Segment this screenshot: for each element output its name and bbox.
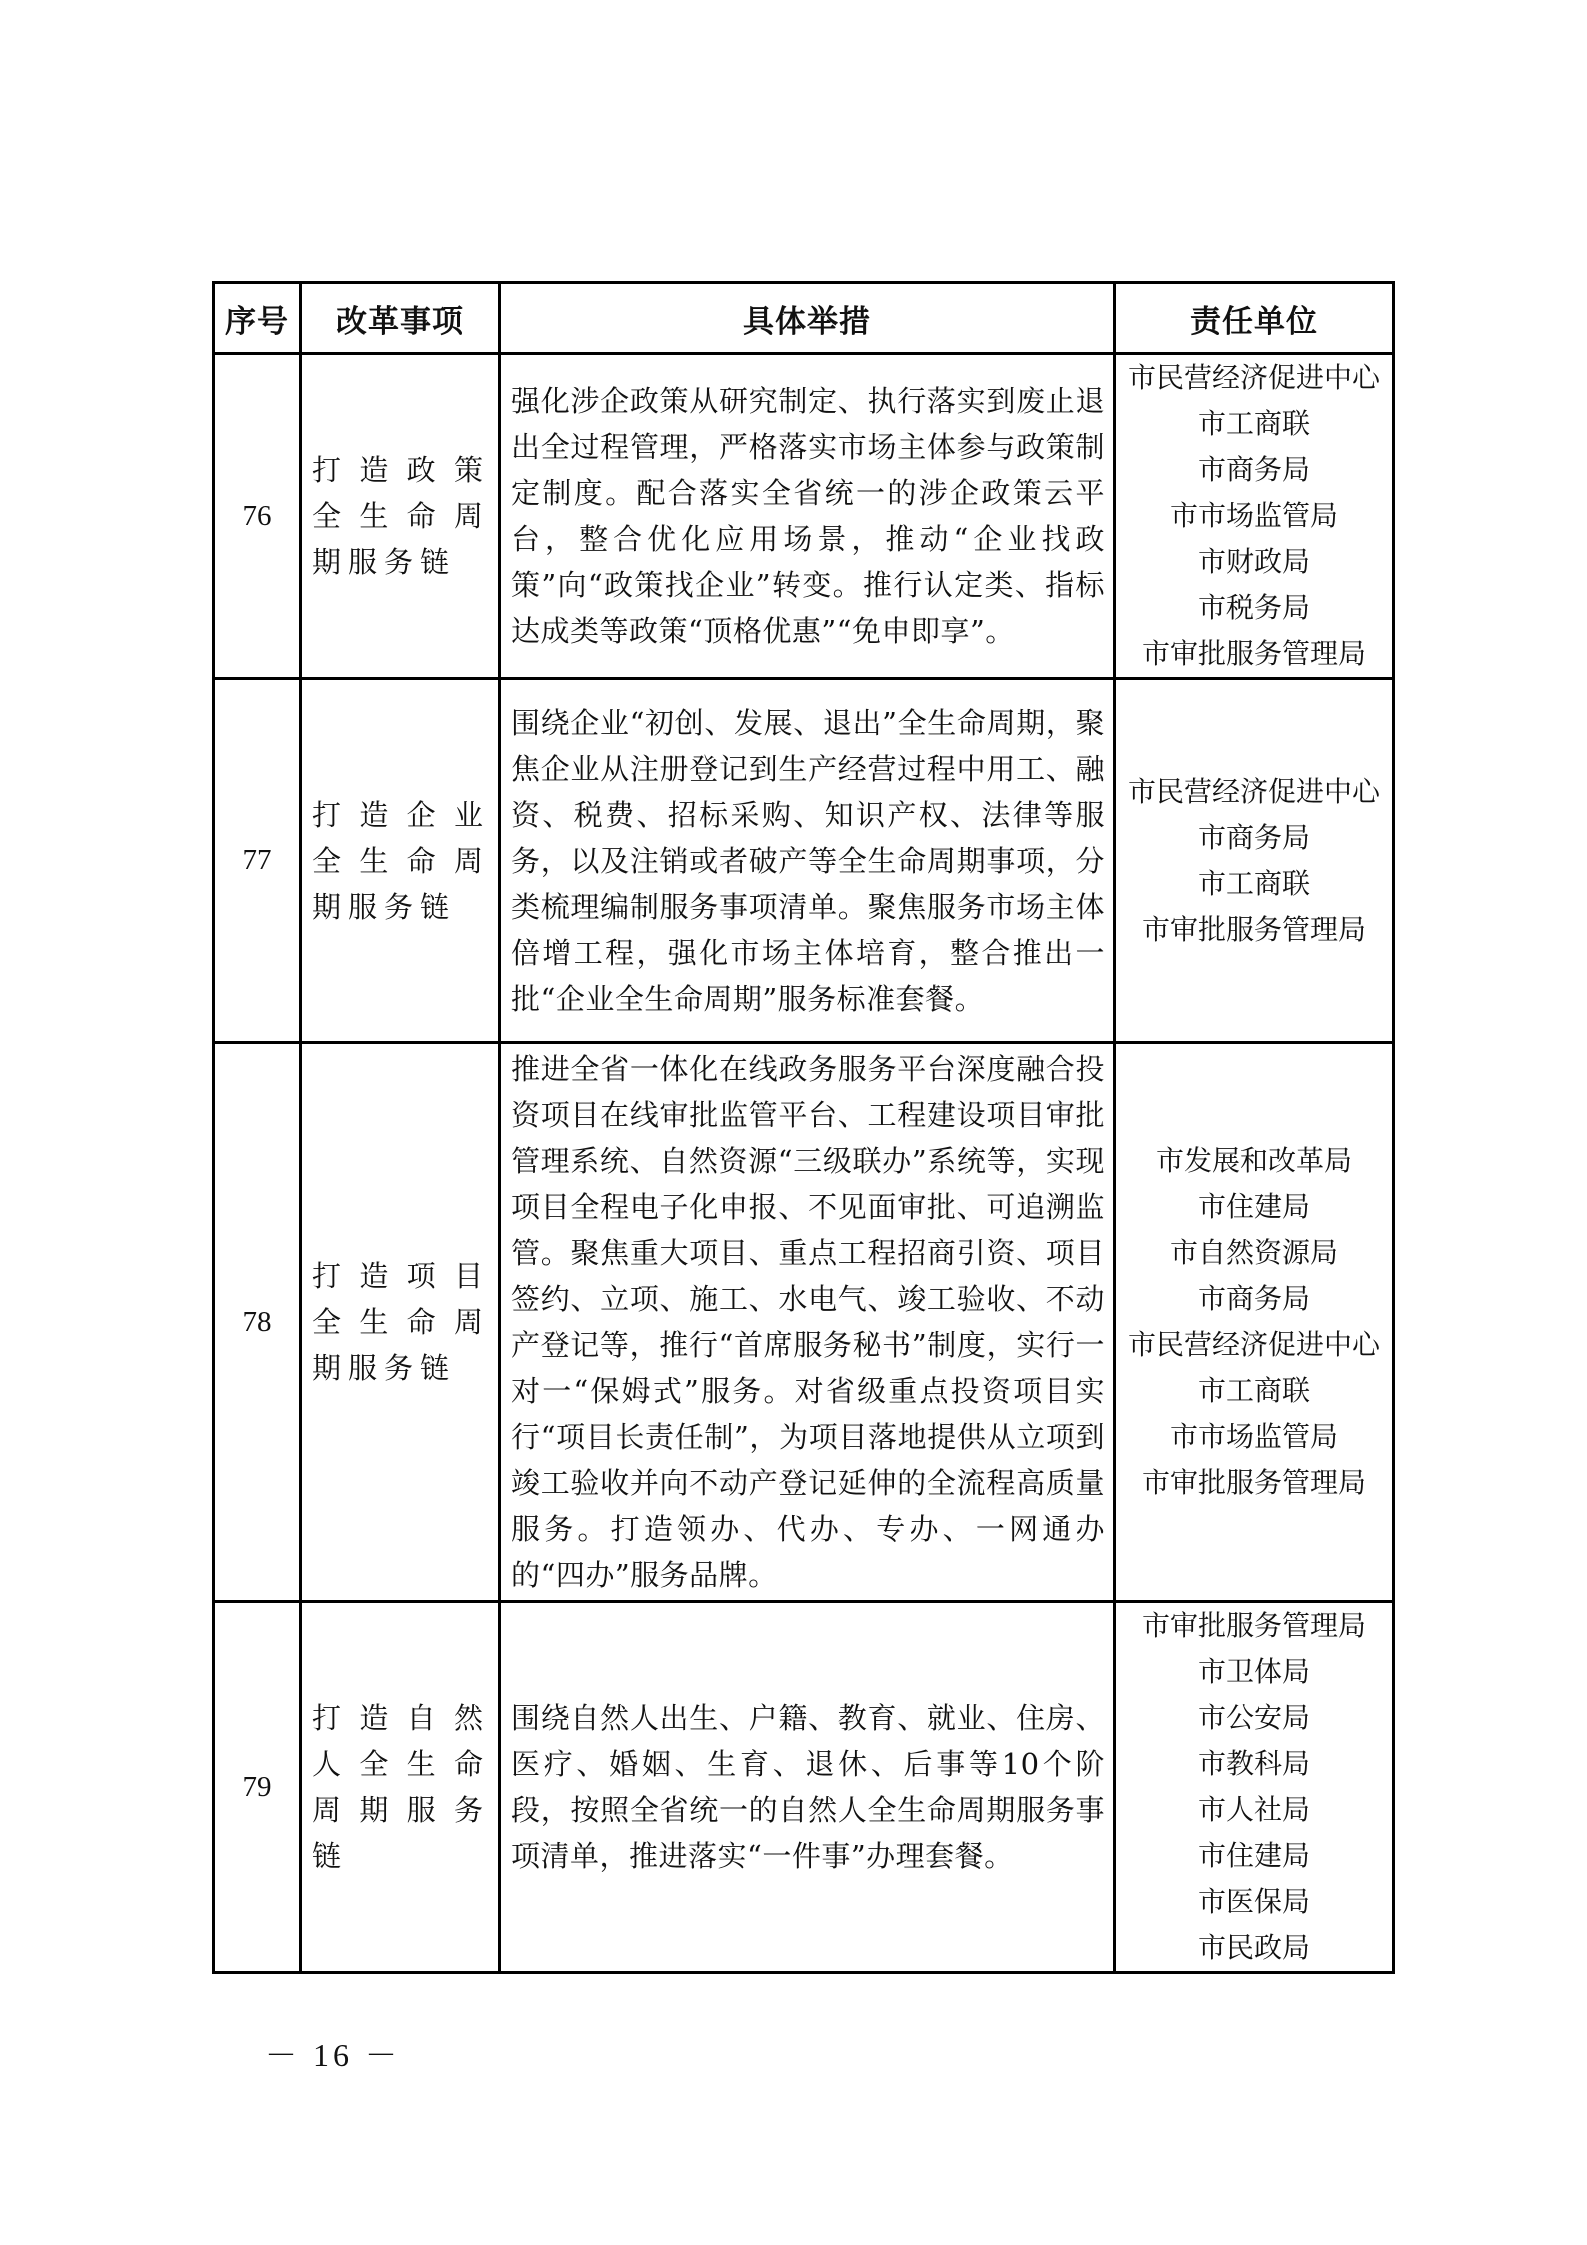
unit: 市市场监管局 — [1169, 1420, 1338, 1453]
row-units — [1115, 354, 1394, 679]
unit: 市住建局 — [1197, 1839, 1310, 1872]
unit: 市医保局 — [1197, 1885, 1310, 1918]
row-item: 打造项目全生命周期服务链 — [301, 1043, 500, 1602]
unit: 市人社局 — [1197, 1793, 1310, 1826]
unit: 市自然资源局 — [1169, 1236, 1338, 1269]
unit: 市发展和改革局 — [1155, 1144, 1352, 1177]
row-measures: 围绕企业“初创、发展、退出”全生命周期，聚焦企业从注册登记到生产经营过程中用工、融资、税费、招标采购、知识产权、法律等服务，以及注销或者破产等全生命周期事项，分类梳理编制服务事项清单。聚焦服务市场主体倍增工程，强化市场主体培育，整合推出一批“企业全生命周期”服务标准套餐。 — [500, 679, 1115, 1043]
unit: 市审批服务管理局 — [1141, 1609, 1366, 1642]
unit: 市民营经济促进中心 — [1127, 1328, 1380, 1361]
reform-measures-table — [212, 281, 1395, 1974]
row-units — [1115, 1602, 1394, 1973]
unit: 市审批服务管理局 — [1141, 912, 1366, 946]
unit: 市教科局 — [1197, 1747, 1310, 1780]
unit: 市商务局 — [1197, 820, 1310, 854]
unit: 市住建局 — [1197, 1190, 1310, 1223]
row-units — [1115, 1043, 1394, 1602]
table-row — [214, 354, 1394, 679]
row-seq: 79 — [214, 1602, 301, 1973]
table-row — [214, 679, 1394, 1043]
table-row — [214, 1043, 1394, 1602]
unit: 市工商联 — [1197, 1374, 1310, 1407]
table-row — [214, 1602, 1394, 1973]
row-seq: 76 — [214, 354, 301, 679]
row-item: 打造企业全生命周期服务链 — [301, 679, 500, 1043]
unit: 市民政局 — [1197, 1931, 1310, 1964]
row-item: 打造政策全生命周期服务链 — [301, 354, 500, 679]
row-seq: 78 — [214, 1043, 301, 1602]
unit: 市民营经济促进中心 — [1127, 774, 1380, 808]
unit: 市工商联 — [1197, 866, 1310, 900]
row-item: 打造自然人全生命周期服务链 — [301, 1602, 500, 1973]
row-seq: 77 — [214, 679, 301, 1043]
unit: 市市场监管局 — [1169, 499, 1338, 532]
unit: 市审批服务管理局 — [1141, 637, 1366, 670]
unit: 市商务局 — [1197, 453, 1310, 486]
page-number: － 16 － — [265, 2037, 402, 2073]
header-units: 责任单位 — [1115, 283, 1394, 354]
row-measures: 推进全省一体化在线政务服务平台深度融合投资项目在线审批监管平台、工程建设项目审批管理系统、自然资源“三级联办”系统等，实现项目全程电子化申报、不见面审批、可追溯监管。聚焦重大项目、重点工程招商引资、项目签约、立项、施工、水电气、竣工验收、不动产登记等，推行“首席服务秘书”制度，实行一对一“保姆式”服务。对省级重点投资项目实行“项目长责任制”，为项目落地提供从立项到竣工验收并向不动产登记延伸的全流程高质量服务。打造领办、代办、专办、一网通办的“四办”服务品牌。 — [500, 1043, 1115, 1602]
unit: 市财政局 — [1197, 545, 1310, 578]
unit: 市商务局 — [1197, 1282, 1310, 1315]
unit: 市税务局 — [1197, 591, 1310, 624]
unit: 市卫体局 — [1197, 1655, 1310, 1688]
header-measures: 具体举措 — [500, 283, 1115, 354]
unit: 市工商联 — [1197, 407, 1310, 440]
row-units — [1115, 679, 1394, 1043]
table-header-row — [214, 283, 1394, 354]
header-item: 改革事项 — [301, 283, 500, 354]
unit: 市民营经济促进中心 — [1127, 361, 1380, 394]
unit: 市审批服务管理局 — [1141, 1466, 1366, 1499]
unit: 市公安局 — [1197, 1701, 1310, 1734]
header-seq: 序号 — [214, 283, 301, 354]
row-measures: 强化涉企政策从研究制定、执行落实到废止退出全过程管理，严格落实市场主体参与政策制定制度。配合落实全省统一的涉企政策云平台，整合优化应用场景，推动“企业找政策”向“政策找企业”转变。推行认定类、指标达成类等政策“顶格优惠”“免申即享”。 — [500, 354, 1115, 679]
row-measures: 围绕自然人出生、户籍、教育、就业、住房、医疗、婚姻、生育、退休、后事等10个阶段，按照全省统一的自然人全生命周期服务事项清单，推进落实“一件事”办理套餐。 — [500, 1602, 1115, 1973]
